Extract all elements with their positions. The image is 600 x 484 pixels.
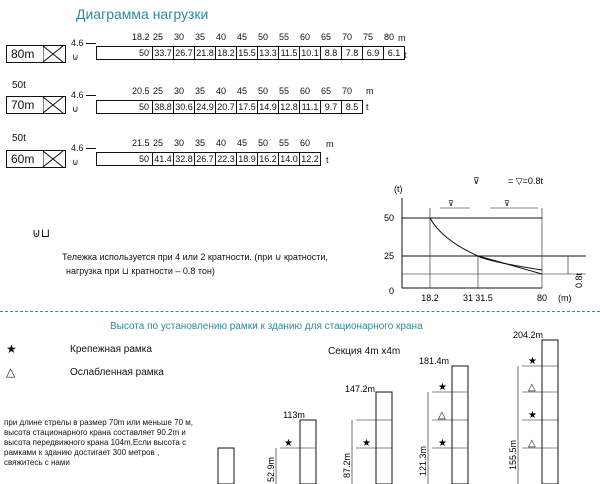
radius-value: 18.2 [132,32,150,42]
graph-header-label: = ▽=0.8t [508,176,543,186]
radius-value: 50 [258,86,269,96]
triangle-icon: △ [528,382,536,393]
load-cell: 24.9 [194,100,216,114]
star-icon: ★ [528,410,537,421]
radius-value: 80 [384,32,395,42]
star-icon: ★ [284,438,293,449]
load-cell: 6.9 [362,46,384,60]
load-cell: 12.8 [278,100,300,114]
boom-length-box [6,45,66,63]
boom-length: 70m [11,98,35,112]
tower-body [542,340,558,484]
radius-value: 60 [300,32,311,42]
radius-value: 35 [195,86,206,96]
radius-value: 50 [258,138,269,148]
load-cell: 9.7 [320,100,342,114]
radius-value: 70 [342,86,353,96]
tower-top-label: 113m [283,410,305,420]
hook-dash [86,43,96,44]
height-section-title: Высота по установлению рамки к зданию для стационарного крана [110,321,423,332]
reeving-4-icon: ⊍ [72,52,79,62]
radius-value: 60 [300,86,311,96]
unit-t: t [326,155,329,165]
unit-m: m [398,33,406,43]
hook-dash [86,148,96,149]
graph-y-tick: 50 [383,213,394,223]
tower-body [376,392,392,484]
reeving-2-icon: ⊍⊔ [32,226,51,240]
reeving-4-icon: ⊍ [274,252,284,262]
load-cell: 6.1 [383,46,405,60]
tower-top-label: 181.4m [418,356,450,366]
load-cell: 26.7 [194,152,216,166]
radius-value: 30 [174,86,185,96]
load-cell: 18.2 [215,46,237,60]
load-cell: 41.4 [152,152,174,166]
hook-value: 4.6 [71,38,84,48]
unit-m: m [326,139,334,149]
height-description [4,418,193,468]
radius-value: 55 [279,86,290,96]
triangle-icon: △ [528,438,536,449]
radius-value: 20.5 [132,86,150,96]
unit-m: m [366,86,374,96]
tower-dim-label: 52.9m [266,456,276,482]
star-icon: ★ [438,438,447,449]
radius-value: 35 [195,32,206,42]
load-cell: 13.3 [257,46,279,60]
load-cell: 30.6 [173,100,195,114]
tower-top-label: 204.2m [512,330,544,340]
trolley-icon [43,46,65,62]
load-cell: 14.9 [257,100,279,114]
radius-value: 40 [216,86,227,96]
load-cell: 22.3 [215,152,237,166]
triangle-icon: △ [438,410,446,421]
tower-top-label: 147.2m [344,384,376,394]
tower-dim-label: 87.2m [342,452,352,478]
radius-value: 50 [258,32,269,42]
boom-length: 60m [11,152,35,166]
legend-star-label: Крепежная рамка [70,344,152,355]
star-icon: ★ [528,356,537,367]
radius-value: 25 [153,32,164,42]
graph-right-label: 0.8t [574,272,584,288]
boom-length: 80m [11,47,35,61]
graph-x-tick: 31.5 [475,293,493,303]
radius-value: 65 [321,86,332,96]
triangle-icon: △ [6,365,16,379]
radius-value: 60 [300,138,311,148]
load-cell: 8.8 [320,46,342,60]
load-cell: 50 [96,152,153,166]
radius-value: 45 [237,86,248,96]
graph-x-tick: 18.2 [421,293,439,303]
load-cell: 20.7 [215,100,237,114]
curve-4-reeving [402,218,542,270]
hook-icon: ⊽ [473,176,480,186]
radius-value: 55 [279,138,290,148]
load-cell: 12.2 [299,152,321,166]
radius-value: 45 [237,138,248,148]
description-line: свяжитесь с нами [4,458,70,467]
description-line: высота стационарного крана составляет 90.2m и [4,428,186,437]
load-cell: 11.1 [299,100,321,114]
hook-icon: ⊽ [504,199,510,208]
load-cell: 50 [96,100,153,114]
radius-value: 25 [153,86,164,96]
star-icon: ★ [438,382,447,393]
graph-x-unit: (m) [558,293,572,303]
capacity-label: 50t [12,80,26,91]
capacity-label: 50t [12,133,26,144]
radius-value: 70 [342,32,353,42]
load-cell: 21.8 [194,46,216,60]
load-cell: 14.0 [278,152,300,166]
note-text: кратности – 0.8 тон) [131,266,215,276]
radius-value: 21.5 [132,138,150,148]
radius-value: 75 [363,32,374,42]
load-cell: 32.8 [173,152,195,166]
load-cell: 17.5 [236,100,258,114]
boom-length-box [6,150,66,168]
tower-181 [418,356,468,484]
load-cell: 26.7 [173,46,195,60]
section-label: Секция 4m x4m [328,346,401,357]
radius-value: 30 [174,138,185,148]
note-text: нагрузка при [66,266,120,276]
note-text: Тележка используется при 4 или 2 кратности. (при [62,252,273,262]
tower-body [300,420,316,484]
description-line: рамками к зданию достигает 300 метров , [4,448,160,457]
reeving-4-icon: ⊍ [72,104,79,114]
tower-dim-label: 121.3m [418,445,428,476]
unit-t: t [366,102,369,112]
boom-length-box [6,96,66,114]
tower-base [218,448,234,484]
section-divider [0,311,600,312]
load-cell: 8.5 [341,100,363,114]
load-chart-title: Диаграмма нагрузки [76,6,209,22]
tower-147 [342,384,392,484]
note-line-1 [62,252,328,263]
star-icon: ★ [6,342,17,356]
radius-value: 30 [174,32,185,42]
tower-204 [508,330,558,484]
graph-y-tick: 25 [383,251,394,261]
hook-dash [86,95,96,96]
load-cell: 18.9 [236,152,258,166]
radius-value: 55 [279,32,290,42]
hook-value: 4.6 [71,143,84,153]
load-cell: 7.8 [341,46,363,60]
load-cell: 33.7 [152,46,174,60]
radius-value: 40 [216,138,227,148]
graph-y-unit: (t) [394,184,403,194]
load-cell: 10.1 [299,46,321,60]
load-cell: 15.5 [236,46,258,60]
radius-value: 35 [195,138,206,148]
load-curve-graph [380,170,598,306]
load-cell: 11.5 [278,46,300,60]
load-cell: 50 [96,46,153,60]
description-line: высота передвижного крана 104m.Если высота с [4,438,187,447]
reeving-2-icon: ⊔ [121,266,132,276]
description-line: при длине стрелы в размер 70m или меньше 70 м, [4,418,193,427]
graph-y-tick: 0 [388,286,394,296]
tower-body [452,366,468,484]
radius-value: 65 [321,32,332,42]
graph-x-tick: 31 [462,293,474,303]
unit-t: t [404,50,407,60]
graph-x-tick: 80 [536,293,548,303]
star-icon: ★ [362,438,371,449]
radius-value: 25 [153,138,164,148]
radius-value: 45 [237,32,248,42]
hook-value: 4.6 [71,90,84,100]
reeving-4-icon: ⊍ [72,157,79,167]
note-line-2 [66,266,215,277]
curve-2-reeving [478,256,542,274]
note-text: кратности, [283,252,328,262]
trolley-icon [43,97,65,113]
trolley-icon [43,151,65,167]
radius-value: 40 [216,32,227,42]
hook-icon: ⊽ [448,199,454,208]
tower-113 [266,410,316,484]
load-cell: 38.8 [152,100,174,114]
legend-triangle-label: Ослабленная рамка [70,367,164,378]
load-cell: 16.2 [257,152,279,166]
tower-diagram [210,330,600,484]
tower-dim-label: 155.5m [508,439,518,470]
